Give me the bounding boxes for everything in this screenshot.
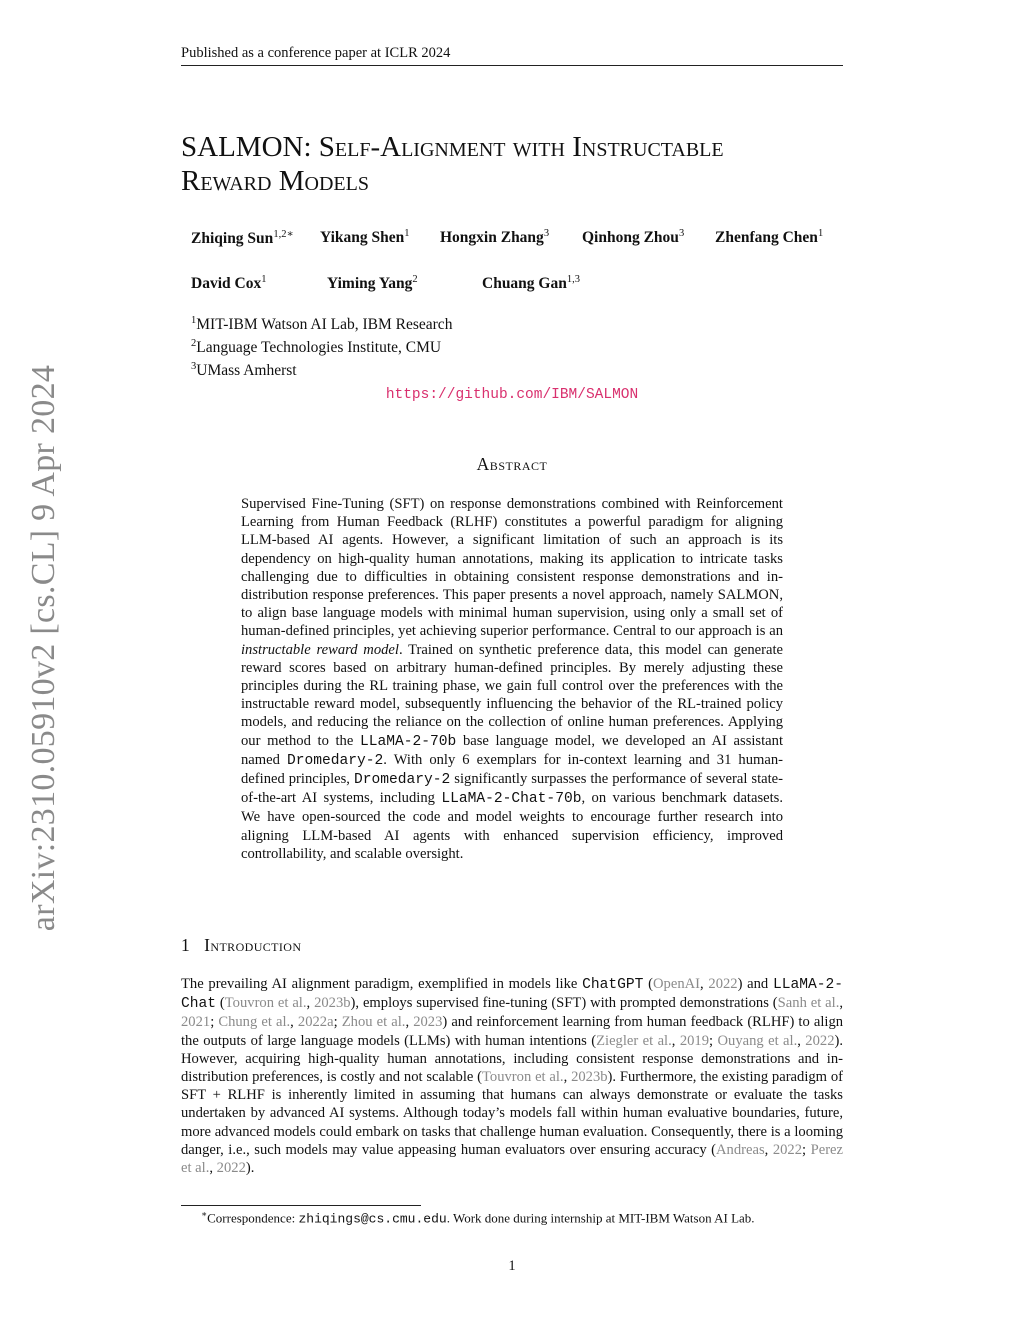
code-model-name: Dromedary-2 <box>353 772 451 789</box>
author: Zhenfang Chen$^1$ <box>715 228 824 247</box>
citation-link[interactable]: 2022a <box>297 1014 334 1031</box>
paper-title: SALMON: Self-Alignment with Instructable Reward Models <box>181 131 724 197</box>
repo-link[interactable]: https://github.com/IBM/SALMON <box>385 387 639 403</box>
affiliation: $^1$MIT-IBM Watson AI Lab, IBM Research <box>191 315 453 334</box>
citation-link[interactable]: Sanh et al. <box>777 995 840 1012</box>
citation-link[interactable]: 2022 <box>805 1032 835 1049</box>
author: Chuang Gan$^{1,3}$ <box>482 274 580 293</box>
affiliation: $^2$Language Technologies Institute, CMU <box>191 338 442 357</box>
introduction-body: The prevailing AI alignment paradigm, exemplified in models like ChatGPT (OpenAI, 2022) and LLaMA-2-Chat (Touvron et al., 2023b), employs supervised fine-tuning (SFT) with prompted demonstrations (Sanh et al., 2021; Chung et al., 2022a; Zhou et al., 2023) and reinforcement learning from human feedback (RLHF) to align the outputs of large language models (LLMs) with human intentions (Ziegler et al., 2019; Ouyang et al., 2022). However, acquiring high-quality human annotations, including consistent response demonstrations and in-distribution preferences, is costly and not scalable (Touvron et al., 2023b). Furthermore, the existing paradigm of SFT + RLHF is inherently limited in assuming that humans can always demonstrate or evaluate the tasks undertaken by advanced AI systems. Although today’s models fall within human evaluative boundaries, future, more advanced models could embark on tasks that challenge human evaluation. Consequently, there is a looming danger, i.e., such models may value appeasing human evaluators over ensuring accuracy (Andreas, 2022; Perez et al., 2022). <box>181 976 844 1177</box>
abstract-heading: Abstract <box>476 454 548 474</box>
affiliations <box>191 311 452 380</box>
citation-link[interactable]: Touvron et al. <box>224 995 307 1012</box>
section-heading-introduction: 1 Introduction <box>181 935 302 955</box>
citation-link[interactable]: 2022 <box>216 1160 246 1177</box>
code-model-name: ChatGPT <box>582 977 644 993</box>
citation-link[interactable]: 2023 <box>413 1014 443 1031</box>
author: Zhiqing Sun$^{1,2∗}$ <box>191 229 294 248</box>
citation-link[interactable]: 2022 <box>708 976 738 992</box>
citation-link[interactable]: Ziegler et al. <box>596 1032 672 1049</box>
footnote-correspondence: ∗Correspondence: zhiqings@cs.cmu.edu. Work done during internship at MIT-IBM Watson AI Lab. <box>201 1209 755 1227</box>
code-model-name: LLaMA-2-Chat <box>181 977 844 1013</box>
footnote-divider <box>181 1205 421 1206</box>
author: Yiming Yang$^2$ <box>327 274 418 293</box>
citation-link[interactable]: Touvron et al. <box>482 1069 564 1086</box>
code-model-name: Dromedary-2 <box>286 752 384 769</box>
citation-link[interactable]: 2022 <box>772 1141 803 1158</box>
citation-link[interactable]: OpenAI <box>653 976 701 992</box>
author: Yikang Shen$^1$ <box>320 228 410 247</box>
author: David Cox$^1$ <box>191 274 267 293</box>
citation-link[interactable]: 2023b <box>314 995 351 1012</box>
author: Hongxin Zhang$^3$ <box>440 228 550 247</box>
citation-link[interactable]: Perez et al. <box>181 1141 844 1177</box>
affiliation: $^3$UMass Amherst <box>191 361 297 380</box>
citation-link[interactable]: Andreas <box>716 1141 765 1158</box>
citation-link[interactable]: 2023b <box>571 1069 608 1086</box>
correspondence-email[interactable]: zhiqings@cs.cmu.edu <box>298 1211 447 1227</box>
citation-link[interactable]: Ouyang et al. <box>717 1032 798 1049</box>
code-model-name: LLaMA-2-Chat-70b <box>441 791 582 808</box>
citation-link[interactable]: Chung et al. <box>218 1014 291 1031</box>
citation-link[interactable]: 2021 <box>181 1014 211 1031</box>
code-model-name: LLaMA-2-70b <box>359 733 457 750</box>
arxiv-stamp: arXiv:2310.05910v2 [cs.CL] 9 Apr 2024 <box>25 364 62 932</box>
citation-link[interactable]: 2019 <box>679 1032 710 1049</box>
citation-link[interactable]: Zhou et al. <box>341 1014 406 1031</box>
page-number: 1 <box>508 1258 516 1274</box>
author: Qinhong Zhou$^3$ <box>582 228 685 247</box>
running-header: Published as a conference paper at ICLR 2024 <box>181 44 843 66</box>
abstract-body: Supervised Fine-Tuning (SFT) on response demonstrations combined with Reinforcement Learning from Human Feedback (RLHF) constitutes a powerful paradigm for aligning LLM-based AI agents. However, a significant limitation of such an approach is its dependency on high-quality human annotations, making its application to intricate tasks challenging due to difficulties in obtaining consistent response demonstrations and in-distribution response preferences. This paper presents a novel approach, namely SALMON, to align base language models with minimal human supervision, using only a small set of human-defined principles, yet achieving superior performance. Central to our approach is an instructable reward model. Trained on synthetic preference data, this model can generate reward scores based on arbitrary human-defined principles. By merely adjusting these principles during the RL training phase, we gain full control over the preferences with the instructable reward model, subsequently influencing the behavior of the RL-trained policy models, and reducing the reliance on the collection of online human preferences. Applying our method to the LLaMA-2-70b base language model, we developed an AI assistant named Dromedary-2. With only 6 exemplars for in-context learning and 31 human-defined principles, Dromedary-2 significantly surpasses the performance of several state-of-the-art AI systems, including LLaMA-2-Chat-70b, on various benchmark datasets. We have open-sourced the code and model weights to encourage further research into aligning LLM-based AI agents with enhanced supervision efficiency, improved controllability, and scalable oversight. <box>241 496 783 862</box>
